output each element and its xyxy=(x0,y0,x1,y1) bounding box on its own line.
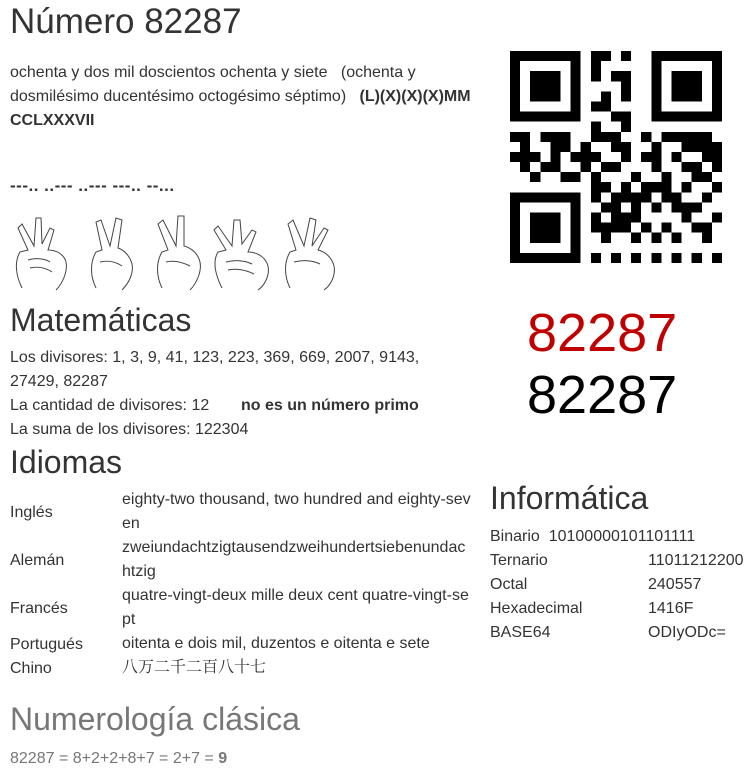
octal-value: 240557 xyxy=(648,576,702,593)
divisor-sum-value: 122304 xyxy=(194,421,249,438)
ordinal-words: (ochenta y dosmilésimo ducentésimo octogésimo séptimo) xyxy=(10,64,416,105)
page-title: Número 82287 xyxy=(10,2,242,41)
hand-icon xyxy=(214,220,268,290)
divisors-line xyxy=(10,346,450,394)
hex-value: 1416F xyxy=(648,600,694,617)
divisor-sum-label: La suma de los divisores: xyxy=(10,421,191,438)
lang-label-portuguese: Portugués xyxy=(10,636,83,653)
numerology-equation: 82287 = 8+2+2+8+7 = 2+7 = xyxy=(10,750,214,767)
numerology-result: 9 xyxy=(218,750,228,767)
languages-heading: Idiomas xyxy=(10,444,123,480)
lang-label-french: Francés xyxy=(10,600,68,617)
base64-value: ODIyODc= xyxy=(648,624,726,641)
lang-label-english: Inglés xyxy=(10,504,53,521)
big-number-red: 82287 xyxy=(527,303,678,363)
computing-heading: Informática xyxy=(490,480,649,516)
octal-label: Octal xyxy=(490,576,528,593)
base64-label: BASE64 xyxy=(490,624,551,641)
prime-note: no es un número primo xyxy=(241,397,419,414)
big-number-black: 82287 xyxy=(527,365,678,425)
morse-code: ---.. ..--- ..--- ---.. --... xyxy=(10,176,175,195)
binary-line xyxy=(490,528,695,546)
divisor-count-value: 12 xyxy=(191,397,210,414)
hand-icon xyxy=(158,216,201,290)
hand-icon xyxy=(16,218,66,290)
math-heading: Matemáticas xyxy=(10,302,192,338)
numerology-line xyxy=(10,750,227,768)
roman-numeral: (L)(X)(X)(X)MMCCLXXXVII xyxy=(10,88,471,129)
divisors-value: 1, 3, 9, 41, 123, 223, 369, 669, 2007, 9143, 27429, 82287 xyxy=(10,349,420,390)
divisor-count-line xyxy=(10,394,209,418)
hex-label: Hexadecimal xyxy=(490,600,583,617)
binary-label: Binario xyxy=(490,528,540,545)
lang-label-chinese: Chino xyxy=(10,660,52,677)
number-in-words xyxy=(10,61,475,133)
ternary-value: 11011212200 xyxy=(648,552,744,569)
ternary-label: Ternario xyxy=(490,552,548,569)
divisor-count-label: La cantidad de divisores: xyxy=(10,397,187,414)
lang-value-english: eighty-two thousand, two hundred and eighty-seven xyxy=(122,491,471,532)
lang-value-portuguese: oitenta e dois mil, duzentos e oitenta e sete xyxy=(122,635,430,652)
binary-value: 10100000101101111 xyxy=(548,528,696,545)
finger-count-hands xyxy=(10,210,340,295)
divisor-sum-line xyxy=(10,418,248,442)
qr-code-icon xyxy=(510,51,722,263)
divisors-label: Los divisores: xyxy=(10,349,108,366)
hand-icon xyxy=(92,218,133,290)
hand-icon xyxy=(286,218,335,290)
lang-label-german: Alemán xyxy=(10,552,65,569)
lang-value-chinese: 八万二千二百八十七 xyxy=(122,659,267,676)
lang-value-german: zweiundachtzigtausendzweihundertsiebenundachtzig xyxy=(122,539,466,580)
lang-value-french: quatre-vingt-deux mille deux cent quatre-vingt-sept xyxy=(122,587,469,628)
spanish-words: ochenta y dos mil doscientos ochenta y siete xyxy=(10,64,328,81)
numerology-heading: Numerología clásica xyxy=(10,701,300,737)
